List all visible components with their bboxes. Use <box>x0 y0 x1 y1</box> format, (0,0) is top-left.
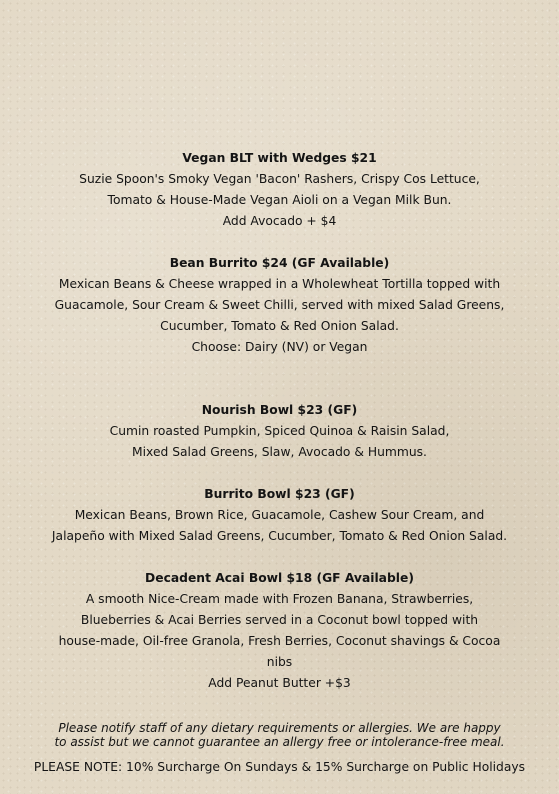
menu-item-bean-burrito <box>0 253 559 358</box>
item-title: Burrito Bowl $23 (GF) <box>204 487 355 501</box>
item-description: nibs <box>266 655 293 669</box>
item-description: Mexican Beans, Brown Rice, Guacamole, Cashew Sour Cream, and <box>74 508 485 522</box>
item-description: house-made, Oil-free Granola, Fresh Berries, Coconut shavings & Cocoa <box>58 634 501 648</box>
spacer <box>0 232 559 253</box>
item-choice: Choose: Dairy (NV) or Vegan <box>191 340 368 354</box>
item-description: Blueberries & Acai Berries served in a Coconut bowl topped with <box>80 613 479 627</box>
spacer <box>0 358 559 400</box>
item-title: Decadent Acai Bowl $18 (GF Available) <box>145 571 414 585</box>
item-description: Guacamole, Sour Cream & Sweet Chilli, served with mixed Salad Greens, <box>54 298 505 312</box>
item-description: Mexican Beans & Cheese wrapped in a Wholewheat Tortilla topped with <box>58 277 501 291</box>
dietary-notice-line: Please notify staff of any dietary requirements or allergies. We are happy <box>58 721 501 735</box>
item-title: Nourish Bowl $23 (GF) <box>201 403 358 417</box>
spacer <box>0 547 559 568</box>
menu-list <box>0 148 559 694</box>
item-description: Cucumber, Tomato & Red Onion Salad. <box>160 319 399 333</box>
item-description: Tomato & House-Made Vegan Aioli on a Vegan Milk Bun. <box>107 193 452 207</box>
dietary-notice-line: to assist but we cannot guarantee an allergy free or intolerance-free meal. <box>54 735 505 749</box>
menu-item-vegan-blt <box>0 148 559 232</box>
item-description: Cumin roasted Pumpkin, Spiced Quinoa & Raisin Salad, <box>109 424 450 438</box>
item-description: A smooth Nice-Cream made with Frozen Banana, Strawberries, <box>85 592 474 606</box>
item-description: Jalapeño with Mixed Salad Greens, Cucumber, Tomato & Red Onion Salad. <box>51 529 508 543</box>
item-description: Suzie Spoon's Smoky Vegan 'Bacon' Rashers, Crispy Cos Lettuce, <box>79 172 480 186</box>
item-title: Vegan BLT with Wedges $21 <box>182 151 377 165</box>
item-addon: Add Peanut Butter +$3 <box>208 676 351 690</box>
menu-item-burrito-bowl <box>0 484 559 547</box>
spacer <box>0 463 559 484</box>
menu-item-acai-bowl <box>0 568 559 694</box>
item-description: Mixed Salad Greens, Slaw, Avocado & Hummus. <box>132 445 427 459</box>
dietary-notice <box>0 721 559 749</box>
item-addon: Add Avocado + $4 <box>222 214 337 228</box>
surcharge-notice: PLEASE NOTE: 10% Surcharge On Sundays & 15% Surcharge on Public Holidays <box>33 760 526 774</box>
item-title: Bean Burrito $24 (GF Available) <box>169 256 390 270</box>
menu-item-nourish-bowl <box>0 400 559 463</box>
